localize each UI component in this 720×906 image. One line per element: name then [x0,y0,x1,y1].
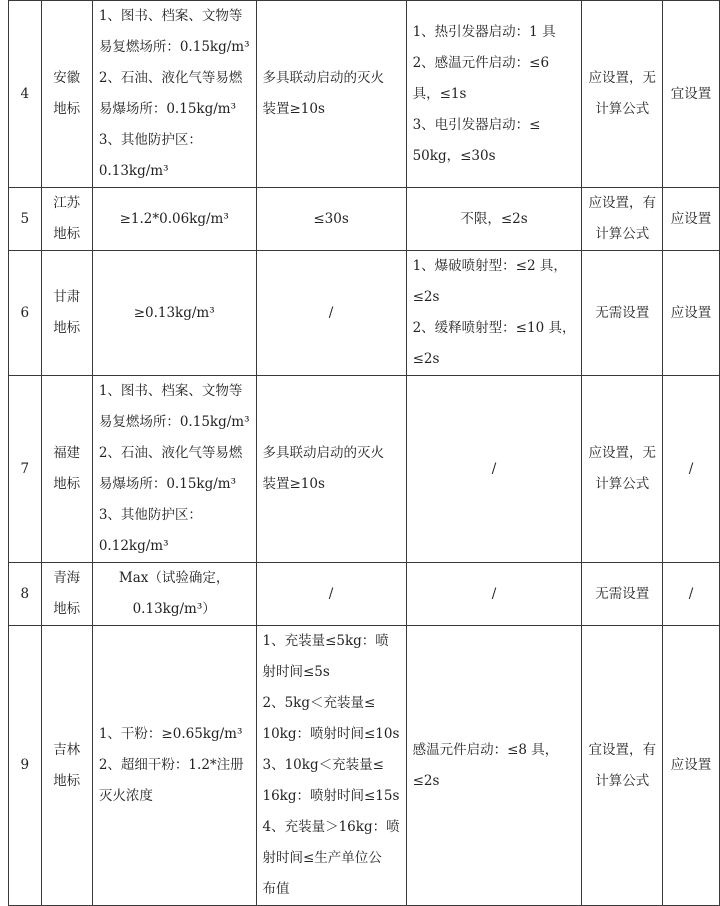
calc-formula-cell: 无需设置 [582,563,663,626]
spray-time-cell: 多具联动启动的灭火 装置≥10s [256,376,406,563]
row-number-cell: 8 [9,563,42,626]
concentration-cell: 1、干粉：≥0.65kg/m³ 2、超细干粉：1.2*注册 灭火浓度 [92,626,256,906]
start-mode-cell: 1、爆破喷射型：≤2 具， ≤2s 2、缓释喷射型：≤10 具， ≤2s [406,251,582,376]
table-row [9,563,720,626]
concentration-cell: Max（试验确定， 0.13kg/m³） [92,563,256,626]
start-mode-cell: / [406,563,582,626]
table-row [9,188,720,251]
concentration-cell: ≥1.2*0.06kg/m³ [92,188,256,251]
row-number-cell: 9 [9,626,42,906]
other-setting-cell: 宜设置 [662,1,719,188]
region-cell: 甘肃 地标 [41,251,92,376]
spray-time-cell: 多具联动启动的灭火 装置≥10s [256,1,406,188]
start-mode-cell: / [406,376,582,563]
row-number-cell: 6 [9,251,42,376]
other-setting-cell: / [662,376,719,563]
row-number-cell: 4 [9,1,42,188]
table-row [9,376,720,563]
region-cell: 青海 地标 [41,563,92,626]
concentration-cell: 1、图书、档案、文物等 易复燃场所：0.15kg/m³ 2、石油、液化气等易燃 易爆场所：0.15kg/m³ 3、其他防护区： 0.12kg/m³ [92,376,256,563]
spray-time-cell: 1、充装量≤5kg：喷 射时间≤5s 2、5kg＜充装量≤ 10kg：喷射时间≤10s 3、10kg＜充装量≤ 16kg：喷射时间≤15s 4、充装量＞16kg：喷 射时间≤生产单位公 布值 [256,626,406,906]
concentration-cell: ≥0.13kg/m³ [92,251,256,376]
region-cell: 吉林 地标 [41,626,92,906]
standards-table [8,0,720,906]
table-row [9,251,720,376]
start-mode-cell: 1、热引发器启动：1 具 2、感温元件启动：≤6 具，≤1s 3、电引发器启动：≤ 50kg，≤30s [406,1,582,188]
start-mode-cell: 不限，≤2s [406,188,582,251]
spray-time-cell: / [256,563,406,626]
concentration-cell: 1、图书、档案、文物等 易复燃场所：0.15kg/m³ 2、石油、液化气等易燃 易爆场所：0.15kg/m³ 3、其他防护区： 0.13kg/m³ [92,1,256,188]
calc-formula-cell: 宜设置，有 计算公式 [582,626,663,906]
table-row [9,626,720,906]
spray-time-cell: ≤30s [256,188,406,251]
calc-formula-cell: 应设置，无 计算公式 [582,1,663,188]
other-setting-cell: 应设置 [662,251,719,376]
start-mode-cell: 感温元件启动：≤8 具， ≤2s [406,626,582,906]
calc-formula-cell: 无需设置 [582,251,663,376]
other-setting-cell: / [662,563,719,626]
region-cell: 安徽 地标 [41,1,92,188]
other-setting-cell: 应设置 [662,626,719,906]
row-number-cell: 7 [9,376,42,563]
region-cell: 福建 地标 [41,376,92,563]
calc-formula-cell: 应设置，无 计算公式 [582,376,663,563]
region-cell: 江苏 地标 [41,188,92,251]
row-number-cell: 5 [9,188,42,251]
other-setting-cell: 应设置 [662,188,719,251]
spray-time-cell: / [256,251,406,376]
table-row [9,1,720,188]
calc-formula-cell: 应设置，有 计算公式 [582,188,663,251]
